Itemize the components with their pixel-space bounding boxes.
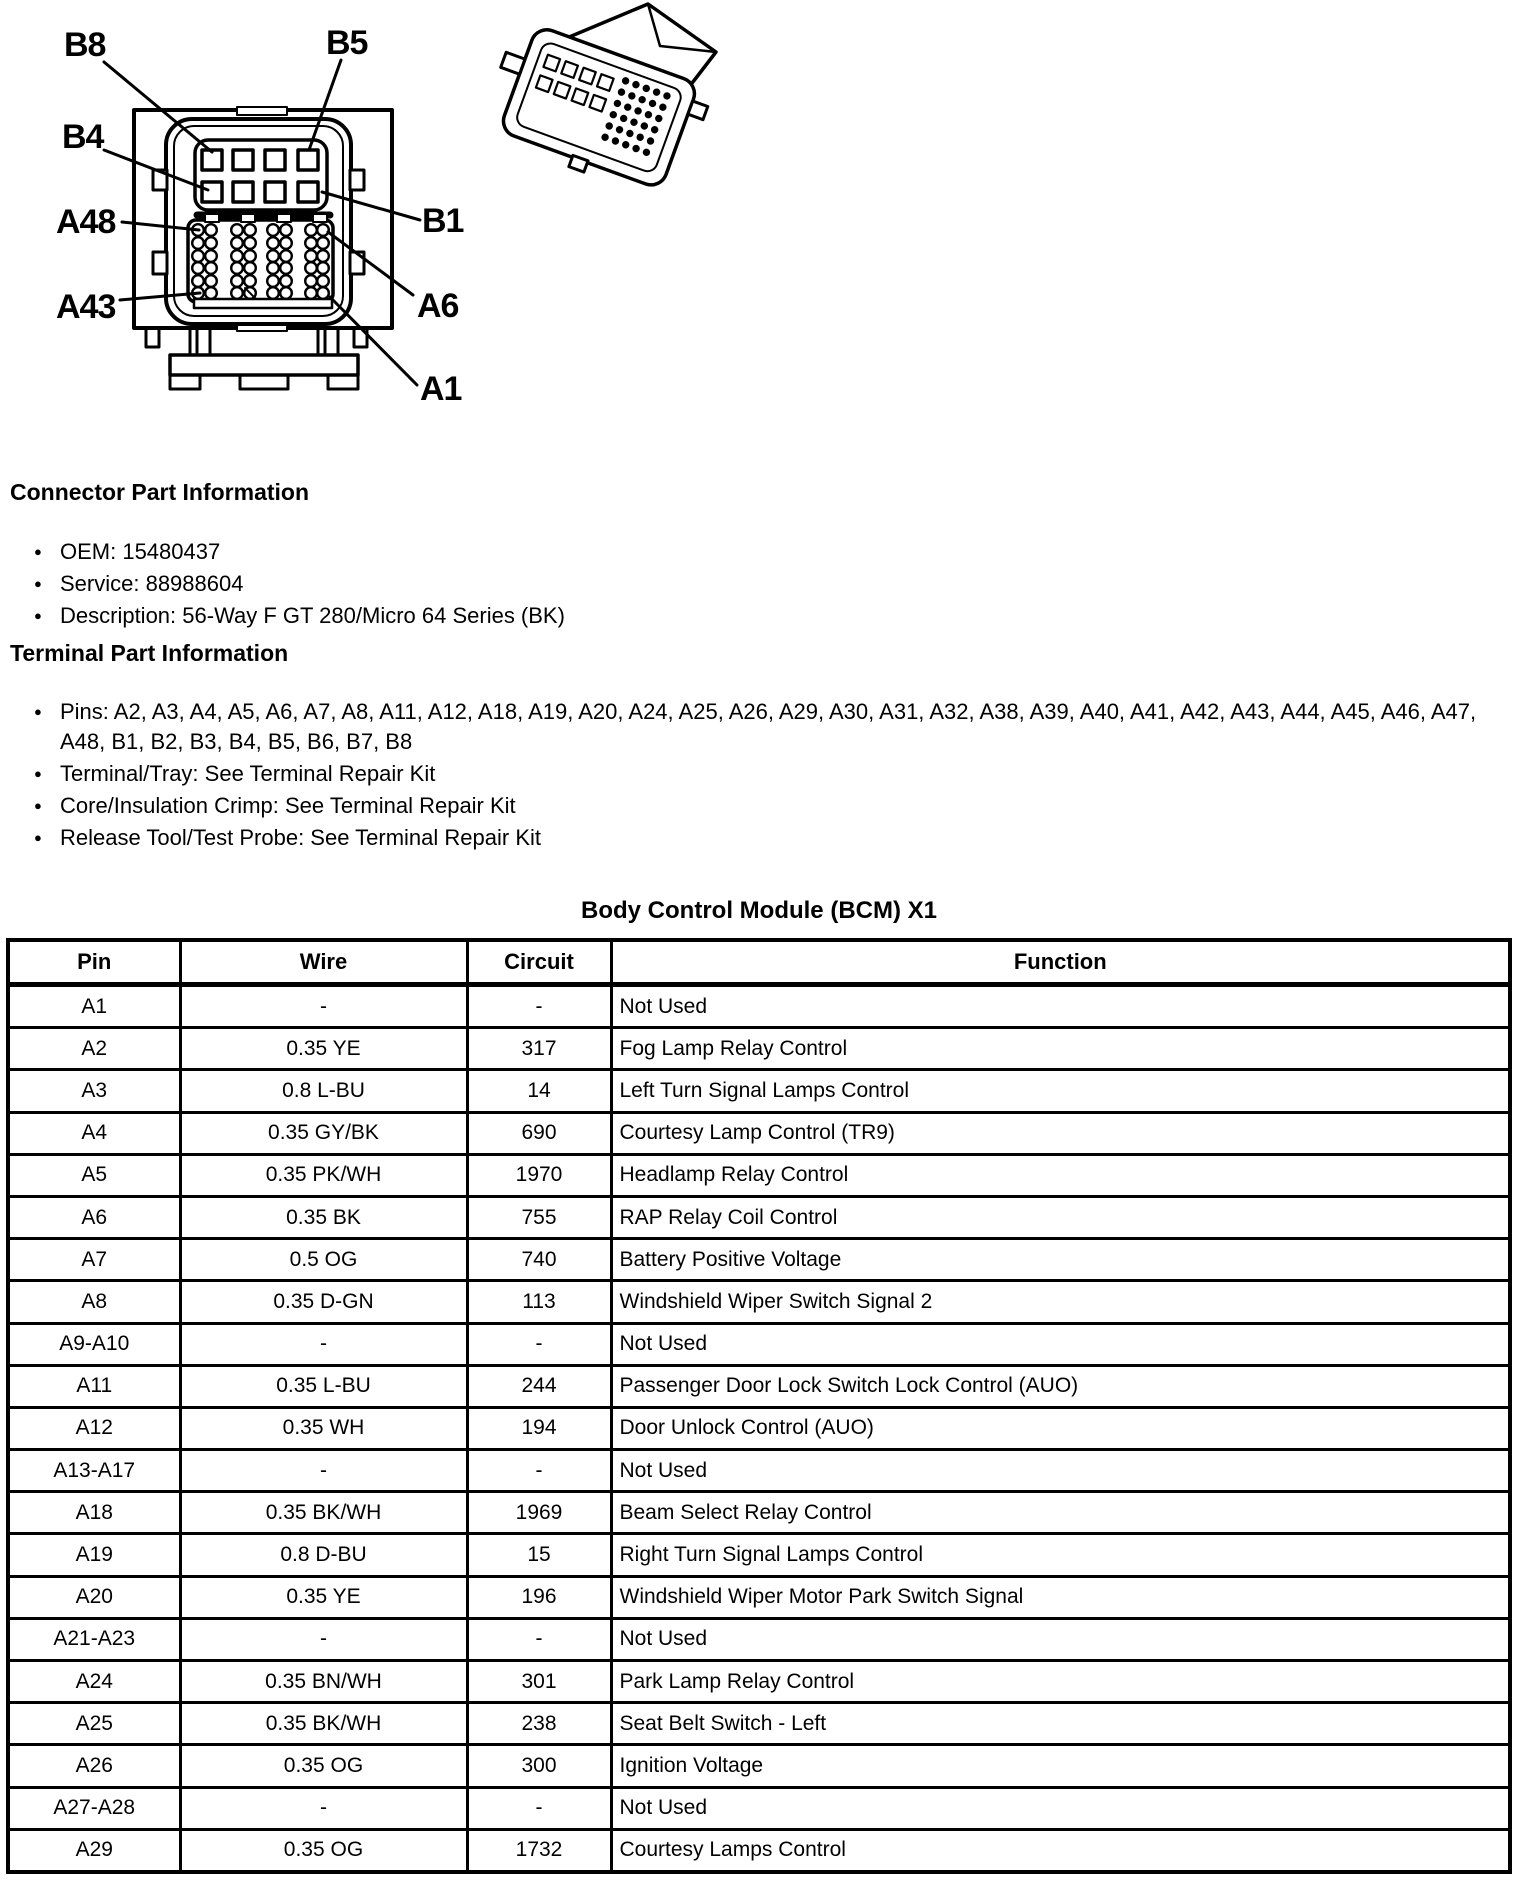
a-pin-circles — [192, 224, 329, 299]
cell-wire: 0.35 BK/WH — [180, 1703, 467, 1745]
pin-label-b1: B1 — [422, 202, 464, 240]
pin-label-a43: A43 — [56, 288, 116, 326]
cell-wire: 0.35 D-GN — [180, 1281, 467, 1323]
connector-info-heading: Connector Part Information — [10, 479, 310, 505]
cell-function: Windshield Wiper Motor Park Switch Signal — [611, 1576, 1510, 1618]
terminal-info-tray: Terminal/Tray: See Terminal Repair Kit — [60, 761, 436, 786]
cell-function: Fog Lamp Relay Control — [611, 1028, 1510, 1070]
leader-line-b1 — [322, 192, 420, 220]
cell-wire: 0.35 OG — [180, 1745, 467, 1787]
table-row — [8, 1745, 1510, 1787]
cell-circuit: 113 — [467, 1281, 611, 1323]
cell-wire: 0.35 WH — [180, 1407, 467, 1449]
cell-function: Windshield Wiper Switch Signal 2 — [611, 1281, 1510, 1323]
table-row — [8, 1829, 1510, 1872]
cell-wire: 0.8 D-BU — [180, 1534, 467, 1576]
connector-info-list — [33, 537, 1488, 633]
b-pin-squares — [202, 150, 318, 202]
cell-circuit: 1970 — [467, 1154, 611, 1196]
terminal-info-crimp: Core/Insulation Crimp: See Terminal Repair Kit — [60, 793, 516, 818]
bcm-pin-table — [6, 938, 1512, 1874]
cell-circuit: 14 — [467, 1070, 611, 1112]
cell-circuit: 244 — [467, 1365, 611, 1407]
bullet-icon: ● — [34, 704, 42, 719]
table-row — [8, 1703, 1510, 1745]
cell-function: Not Used — [611, 1450, 1510, 1492]
column-header-function: Function — [611, 940, 1510, 985]
cell-circuit: 755 — [467, 1196, 611, 1238]
cell-pin: A24 — [8, 1661, 180, 1703]
terminal-info-pins: Pins: A2, A3, A4, A5, A6, A7, A8, A11, A12, A18, A19, A20, A24, A25, A26, A29, A30, A31, A32, A38, A39, A40, A41, A42, A43, A44, A45, A46, A47, A48, B1, B2, B3, B4, B5, B6, B7, B8 — [60, 699, 1477, 754]
connector-info-oem: OEM: 15480437 — [60, 539, 221, 564]
cell-wire: 0.35 YE — [180, 1028, 467, 1070]
cell-wire: 0.35 L-BU — [180, 1365, 467, 1407]
cell-pin: A13-A17 — [8, 1450, 180, 1492]
list-item — [33, 537, 1488, 567]
cell-pin: A11 — [8, 1365, 180, 1407]
cell-pin: A20 — [8, 1576, 180, 1618]
table-row — [8, 1618, 1510, 1660]
table-row — [8, 1492, 1510, 1534]
table-row — [8, 1239, 1510, 1281]
connector-info-description: Description: 56-Way F GT 280/Micro 64 Series (BK) — [60, 603, 565, 628]
cell-wire: - — [180, 1323, 467, 1365]
pin-label-b5: B5 — [326, 24, 368, 62]
leader-line-a6 — [328, 232, 413, 295]
cell-circuit: 317 — [467, 1028, 611, 1070]
terminal-info-list — [33, 697, 1488, 855]
terminal-info-release-tool: Release Tool/Test Probe: See Terminal Repair Kit — [60, 825, 541, 850]
bullet-icon: ● — [34, 608, 42, 623]
table-header-row — [8, 940, 1510, 985]
cell-circuit: 690 — [467, 1112, 611, 1154]
bullet-icon: ● — [34, 830, 42, 845]
table-row — [8, 1407, 1510, 1449]
cell-pin: A3 — [8, 1070, 180, 1112]
cell-wire: - — [180, 985, 467, 1028]
cell-pin: A12 — [8, 1407, 180, 1449]
connector-isometric-view — [477, 4, 716, 204]
cell-function: Battery Positive Voltage — [611, 1239, 1510, 1281]
cell-function: Not Used — [611, 985, 1510, 1028]
cell-wire: - — [180, 1787, 467, 1829]
bullet-icon: ● — [34, 576, 42, 591]
cell-pin: A27-A28 — [8, 1787, 180, 1829]
cell-wire: 0.8 L-BU — [180, 1070, 467, 1112]
list-item — [33, 697, 1488, 757]
pin-label-b8: B8 — [64, 26, 106, 64]
table-row — [8, 1661, 1510, 1703]
pin-label-a6: A6 — [417, 287, 459, 325]
cell-pin: A19 — [8, 1534, 180, 1576]
cell-function: Not Used — [611, 1323, 1510, 1365]
table-row — [8, 985, 1510, 1028]
cell-pin: A4 — [8, 1112, 180, 1154]
list-item — [33, 601, 1488, 631]
cell-function: Door Unlock Control (AUO) — [611, 1407, 1510, 1449]
cell-function: Courtesy Lamps Control — [611, 1829, 1510, 1872]
table-row — [8, 1281, 1510, 1323]
table-title: Body Control Module (BCM) X1 — [581, 897, 937, 924]
cell-wire: 0.35 OG — [180, 1829, 467, 1872]
cell-function: Park Lamp Relay Control — [611, 1661, 1510, 1703]
cell-circuit: 1732 — [467, 1829, 611, 1872]
connector-diagram — [0, 0, 1520, 470]
cell-function: RAP Relay Coil Control — [611, 1196, 1510, 1238]
cell-circuit: - — [467, 1618, 611, 1660]
table-row — [8, 1070, 1510, 1112]
cell-circuit: 238 — [467, 1703, 611, 1745]
cell-wire: 0.35 GY/BK — [180, 1112, 467, 1154]
cell-circuit: 301 — [467, 1661, 611, 1703]
table-row — [8, 1154, 1510, 1196]
cell-pin: A25 — [8, 1703, 180, 1745]
column-header-pin: Pin — [8, 940, 180, 985]
cell-circuit: 300 — [467, 1745, 611, 1787]
list-item — [33, 569, 1488, 599]
cell-circuit: - — [467, 1450, 611, 1492]
cell-function: Ignition Voltage — [611, 1745, 1510, 1787]
cell-function: Right Turn Signal Lamps Control — [611, 1534, 1510, 1576]
cell-pin: A7 — [8, 1239, 180, 1281]
cell-circuit: - — [467, 1787, 611, 1829]
cell-wire: 0.35 PK/WH — [180, 1154, 467, 1196]
cell-function: Not Used — [611, 1787, 1510, 1829]
bcm-table-body — [8, 985, 1510, 1872]
cell-pin: A18 — [8, 1492, 180, 1534]
column-header-wire: Wire — [180, 940, 467, 985]
cell-pin: A6 — [8, 1196, 180, 1238]
cell-pin: A21-A23 — [8, 1618, 180, 1660]
cell-pin: A8 — [8, 1281, 180, 1323]
cell-function: Courtesy Lamp Control (TR9) — [611, 1112, 1510, 1154]
cell-pin: A9-A10 — [8, 1323, 180, 1365]
table-row — [8, 1787, 1510, 1829]
table-row — [8, 1196, 1510, 1238]
leader-line-a1 — [330, 297, 417, 385]
bullet-icon: ● — [34, 798, 42, 813]
leader-line-b5 — [309, 60, 341, 150]
cell-function: Beam Select Relay Control — [611, 1492, 1510, 1534]
list-item — [33, 791, 1488, 821]
connector-info-service: Service: 88988604 — [60, 571, 244, 596]
table-row — [8, 1450, 1510, 1492]
cell-circuit: - — [467, 985, 611, 1028]
table-row — [8, 1576, 1510, 1618]
cell-wire: - — [180, 1618, 467, 1660]
cell-wire: 0.35 BK/WH — [180, 1492, 467, 1534]
table-row — [8, 1323, 1510, 1365]
cell-circuit: 194 — [467, 1407, 611, 1449]
cell-pin: A29 — [8, 1829, 180, 1872]
cell-function: Passenger Door Lock Switch Lock Control (AUO) — [611, 1365, 1510, 1407]
pin-label-b4: B4 — [62, 118, 104, 156]
mounting-bracket — [146, 328, 367, 389]
table-row — [8, 1028, 1510, 1070]
list-item — [33, 823, 1488, 853]
list-item — [33, 759, 1488, 789]
cell-wire: 0.35 YE — [180, 1576, 467, 1618]
cell-pin: A1 — [8, 985, 180, 1028]
cell-wire: 0.5 OG — [180, 1239, 467, 1281]
leader-line-b8 — [104, 62, 212, 152]
cell-circuit: 740 — [467, 1239, 611, 1281]
cell-circuit: 196 — [467, 1576, 611, 1618]
cell-pin: A5 — [8, 1154, 180, 1196]
cell-circuit: 1969 — [467, 1492, 611, 1534]
table-row — [8, 1365, 1510, 1407]
cell-wire: - — [180, 1450, 467, 1492]
cell-circuit: 15 — [467, 1534, 611, 1576]
cell-function: Headlamp Relay Control — [611, 1154, 1510, 1196]
pin-label-a48: A48 — [56, 203, 116, 241]
cell-pin: A2 — [8, 1028, 180, 1070]
pin-label-a1: A1 — [420, 370, 462, 408]
cell-circuit: - — [467, 1323, 611, 1365]
connector-line-art — [0, 0, 1520, 470]
table-row — [8, 1534, 1510, 1576]
bullet-icon: ● — [34, 766, 42, 781]
cell-wire: 0.35 BK — [180, 1196, 467, 1238]
cell-wire: 0.35 BN/WH — [180, 1661, 467, 1703]
cell-pin: A26 — [8, 1745, 180, 1787]
connector-front-view — [104, 60, 420, 389]
cell-function: Seat Belt Switch - Left — [611, 1703, 1510, 1745]
terminal-info-heading: Terminal Part Information — [10, 640, 289, 666]
cell-function: Left Turn Signal Lamps Control — [611, 1070, 1510, 1112]
table-row — [8, 1112, 1510, 1154]
cell-function: Not Used — [611, 1618, 1510, 1660]
bullet-icon: ● — [34, 544, 42, 559]
column-header-circuit: Circuit — [467, 940, 611, 985]
